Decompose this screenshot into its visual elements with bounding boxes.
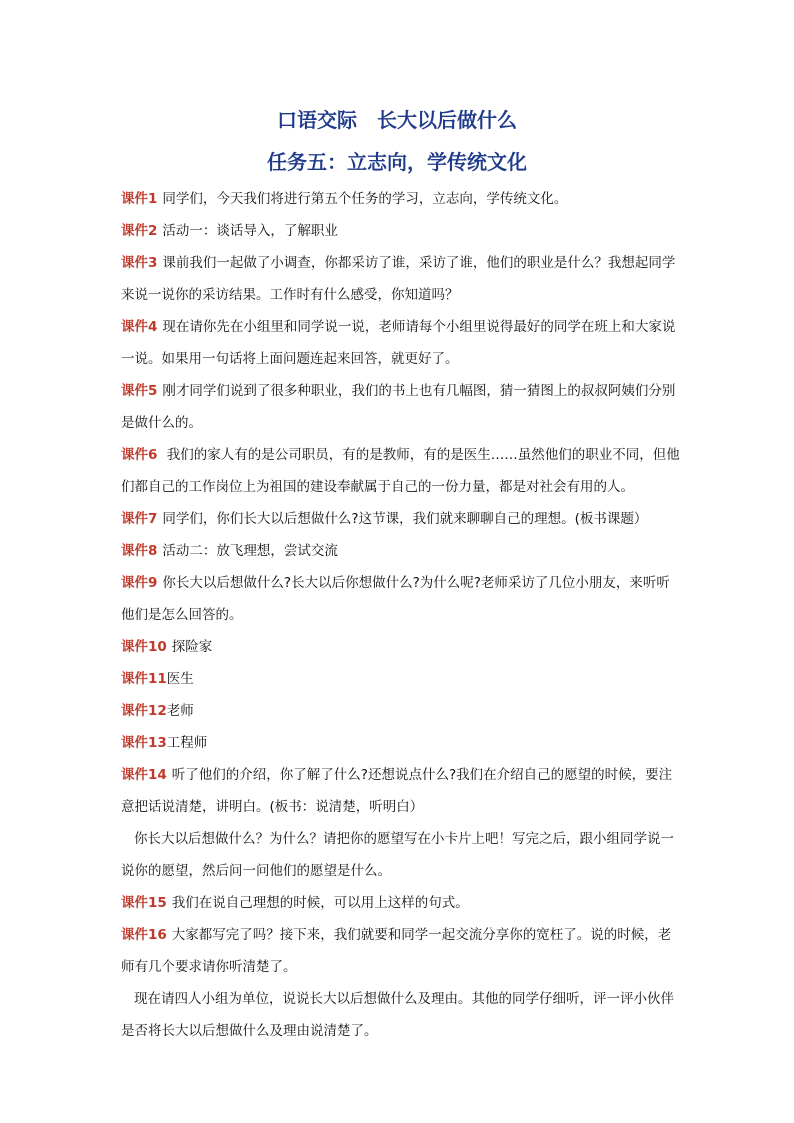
slide-label: 课件4 <box>121 319 158 335</box>
paragraph <box>121 919 681 983</box>
slide-label: 课件14 <box>121 767 167 783</box>
paragraph-text: 刚才同学们说到了很多种职业，我们的书上也有几幅图，猜一猜图上的叔叔阿姨们分别是做什么的。 <box>121 383 676 431</box>
slide-label: 课件1 <box>121 191 158 207</box>
paragraph <box>121 887 681 919</box>
paragraph-text: 你长大以后想做什么？为什么？请把你的愿望写在小卡片上吧！写完之后，跟小组同学说一说你的愿望，然后问一问他们的愿望是什么。 <box>121 831 674 879</box>
document-body <box>121 183 681 1047</box>
paragraph-text: 你长大以后想做什么?长大以后你想做什么?为什么呢?老师采访了几位小朋友，来听听他们是怎么回答的。 <box>121 575 670 623</box>
paragraph <box>121 567 681 631</box>
paragraph <box>121 503 681 535</box>
paragraph <box>121 983 681 1047</box>
slide-label: 课件10 <box>121 639 167 655</box>
paragraph-text: 大家都写完了吗？接下来，我们就要和同学一起交流分享你的宽枉了。说的时候，老师有几个要求请你听清楚了。 <box>121 927 672 975</box>
paragraph <box>121 535 681 567</box>
slide-label: 课件13 <box>121 735 167 751</box>
paragraph-text: 医生 <box>166 671 194 687</box>
paragraph-text: 活动二：放飞理想，尝试交流 <box>162 543 338 559</box>
paragraph <box>121 311 681 375</box>
document-title: 口语交际 长大以后做什么 <box>277 108 517 132</box>
slide-label: 课件11 <box>121 671 167 687</box>
paragraph-text: 老师 <box>166 703 194 719</box>
paragraph-text: 现在请你先在小组里和同学说一说，老师请每个小组里说得最好的同学在班上和大家说一说。如果用一句话将上面问题连起来回答，就更好了。 <box>121 319 676 367</box>
paragraph <box>121 375 681 439</box>
paragraph <box>121 663 681 695</box>
slide-label: 课件9 <box>121 575 158 591</box>
slide-label: 课件3 <box>121 255 158 271</box>
paragraph <box>121 695 681 727</box>
slide-label: 课件7 <box>121 511 158 527</box>
paragraph-text: 活动一：谈话导入，了解职业 <box>162 223 338 239</box>
slide-label: 课件2 <box>121 223 158 239</box>
paragraph-text: 同学们，今天我们将进行第五个任务的学习，立志向，学传统文化。 <box>162 191 568 207</box>
slide-label: 课件12 <box>121 703 167 719</box>
slide-label: 课件15 <box>121 895 167 911</box>
slide-label: 课件6 <box>121 447 158 463</box>
slide-label: 课件16 <box>121 927 167 943</box>
paragraph <box>121 183 681 215</box>
paragraph-text: 工程师 <box>166 735 208 751</box>
paragraph-text: 现在请四人小组为单位，说说长大以后想做什么及理由。其他的同学仔细听，评一评小伙伴是否将长大以后想做什么及理由说清楚了。 <box>121 991 674 1039</box>
paragraph-text: 我们在说自己理想的时候，可以用上这样的句式。 <box>171 895 469 911</box>
document-subtitle: 任务五：立志向，学传统文化 <box>267 150 527 174</box>
paragraph <box>121 631 681 663</box>
paragraph <box>121 439 681 503</box>
slide-label: 课件5 <box>121 383 158 399</box>
slide-label: 课件8 <box>121 543 158 559</box>
paragraph <box>121 215 681 247</box>
paragraph-text: 探险家 <box>171 639 213 655</box>
paragraph <box>121 727 681 759</box>
paragraph-text: 同学们，你们长大以后想做什么?这节课，我们就来聊聊自己的理想。(板书课题） <box>162 511 648 527</box>
paragraph <box>121 247 681 311</box>
paragraph-text: 我们的家人有的是公司职员，有的是教师，有的是医生……虽然他们的职业不同，但他们都自己的工作岗位上为祖国的建设奉献属于自己的一份力量，都是对社会有用的人。 <box>121 447 680 495</box>
paragraph <box>121 759 681 823</box>
paragraph-text: 听了他们的介绍，你了解了什么?还想说点什么?我们在介绍自己的愿望的时候，要注意把话说清楚，讲明白。(板书：说清楚，听明白） <box>121 767 673 815</box>
paragraph-text: 课前我们一起做了小调查，你都采访了谁，采访了谁，他们的职业是什么？我想起同学来说一说你的采访结果。工作时有什么感受，你知道吗？ <box>121 255 676 303</box>
paragraph <box>121 823 681 887</box>
